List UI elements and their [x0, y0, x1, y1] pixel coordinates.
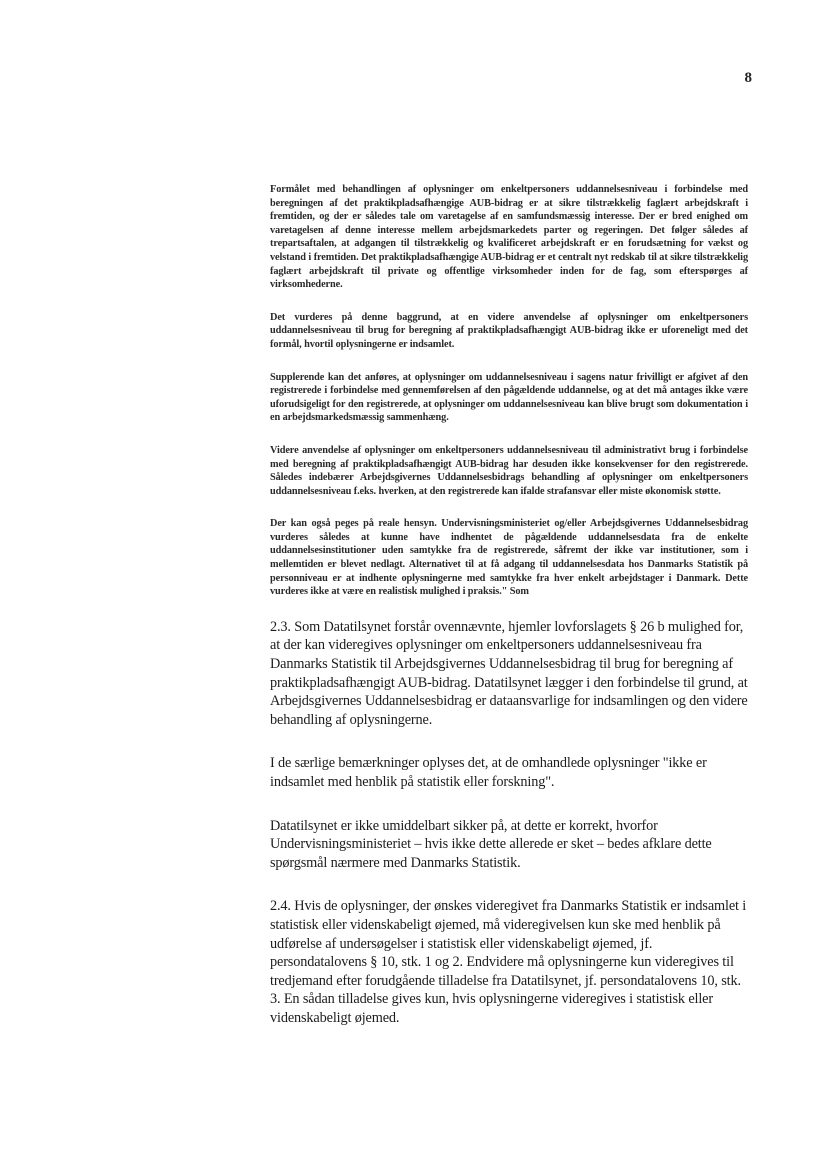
body-text [270, 618, 748, 1028]
quote-paragraph: Videre anvendelse af oplysninger om enkeltpersoners uddannelsesniveau til administrativt brug i forbindelse med beregning af praktikpladsafhængigt AUB-bidrag har desuden ikke konsekvenser for den registrerede. Således indebærer Arbejdsgivernes Uddannelsesbidrags behandling af oplysninger om enkeltpersoners uddannelsesniveau f.eks. hverken, at den registrerede kan ifalde strafansvar eller miste økonomisk støtte. [270, 444, 748, 497]
quoted-remarks [270, 183, 748, 599]
body-paragraph: Datatilsynet er ikke umiddelbart sikker på, at dette er korrekt, hvorfor Undervisningsministeriet – hvis ikke dette allerede er sket – bedes afklare dette spørgsmål nærmere med Danmarks Statistik. [270, 817, 712, 871]
body-paragraph: I de særlige bemærkninger oplyses det, at de omhandlede oplysninger "ikke er indsamlet med henblik på statistik eller forskning". [270, 755, 707, 790]
section-2-4-paragraph: 2.4. Hvis de oplysninger, der ønskes videregivet fra Danmarks Statistik er indsamlet i statistisk eller videnskabeligt øjemed, må videregivelsen kun ske med henblik på udførelse af undersøgelser i statistisk eller videnskabeligt øjemed, jf. persondatalovens § 10, stk. 1 og 2. Endvidere må oplysningerne kun videregives til tredjemand efter forudgående tilladelse fra Datatilsynet, jf. persondatalovens 10, stk. 3. En sådan tilladelse gives kun, hvis oplysningerne videregives i statistisk eller videnskabeligt øjemed. [270, 898, 747, 1026]
quote-paragraph: Supplerende kan det anføres, at oplysninger om uddannelsesniveau i sagens natur frivilligt er afgivet af den registrerede i forbindelse med gennemførelsen af den pågældende uddannelse, og at det må antages ikke være uforudsigeligt for den registrerede, at oplysninger om uddannelsesniveau kan blive brugt som dokumentation i en arbejdsmarkedsmæssig sammenhæng. [270, 371, 748, 424]
quote-paragraph: Der kan også peges på reale hensyn. Undervisningsministeriet og/eller Arbejdsgivernes Uddannelsesbidrag vurderes således at kunne have indhentet de pågældende uddannelsesdata fra de enkelte uddannelsesinstitutioner uden samtykke fra de registrerede, såfremt der ikke var institutioner, som i mellemtiden er blevet nedlagt. Alternativet til at få adgang til uddannelsesdata hos Danmarks Statistik på personniveau er at indhente oplysningerne med samtykke fra hver enkelt arbejdstager i Danmark. Dette vurderes ikke at være en realistisk mulighed i praksis." Som [270, 518, 748, 598]
quote-paragraph: Det vurderes på denne baggrund, at en videre anvendelse af oplysninger om enkeltpersoners uddannelsesniveau til brug for beregning af praktikpladsafhængigt AUB-bidrag ikke er uforeneligt med det formål, hvortil oplysningerne er indsamlet. [270, 311, 748, 350]
page-number: 8 [744, 70, 752, 86]
section-2-3-paragraph: 2.3. Som Datatilsynet forstår ovennævnte, hjemler lovforslagets § 26 b mulighed for, at der kan videregives oplysninger om enkeltpersoners uddannelsesniveau fra Danmarks Statistik til Arbejdsgivernes Uddannelsesbidrag til brug for beregning af praktikpladsafhængigt AUB-bidrag. Datatilsynet lægger i den forbindelse til grund, at Arbejdsgivernes Uddannelsesbidrag er dataansvarlige for indsamlingen og den videre behandling af oplysningerne. [270, 618, 748, 728]
page-content [270, 183, 748, 1053]
quote-paragraph: Formålet med behandlingen af oplysninger om enkeltpersoners uddannelsesniveau i forbindelse med beregningen af det praktikpladsafhængige AUB-bidrag er at sikre tilstrækkelig faglært arbejdskraft i fremtiden, og der er således tale om varetagelse af en samfundsmæssig interesse. Der er bred enighed om varetagelsen af denne interesse mellem arbejdsmarkedets parter og regeringen. Det følger således af trepartsaftalen, at adgangen til tilstrækkelig og kvalificeret arbejdskraft er en forudsætning for vækst og velstand i fremtiden. Det praktikpladsafhængige AUB-bidrag er et centralt nyt redskab til at sikre tilstrækkelig faglært arbejdskraft til private og offentlige virksomheder inden for de fag, som efterspørges af virksomhederne. [270, 184, 748, 291]
